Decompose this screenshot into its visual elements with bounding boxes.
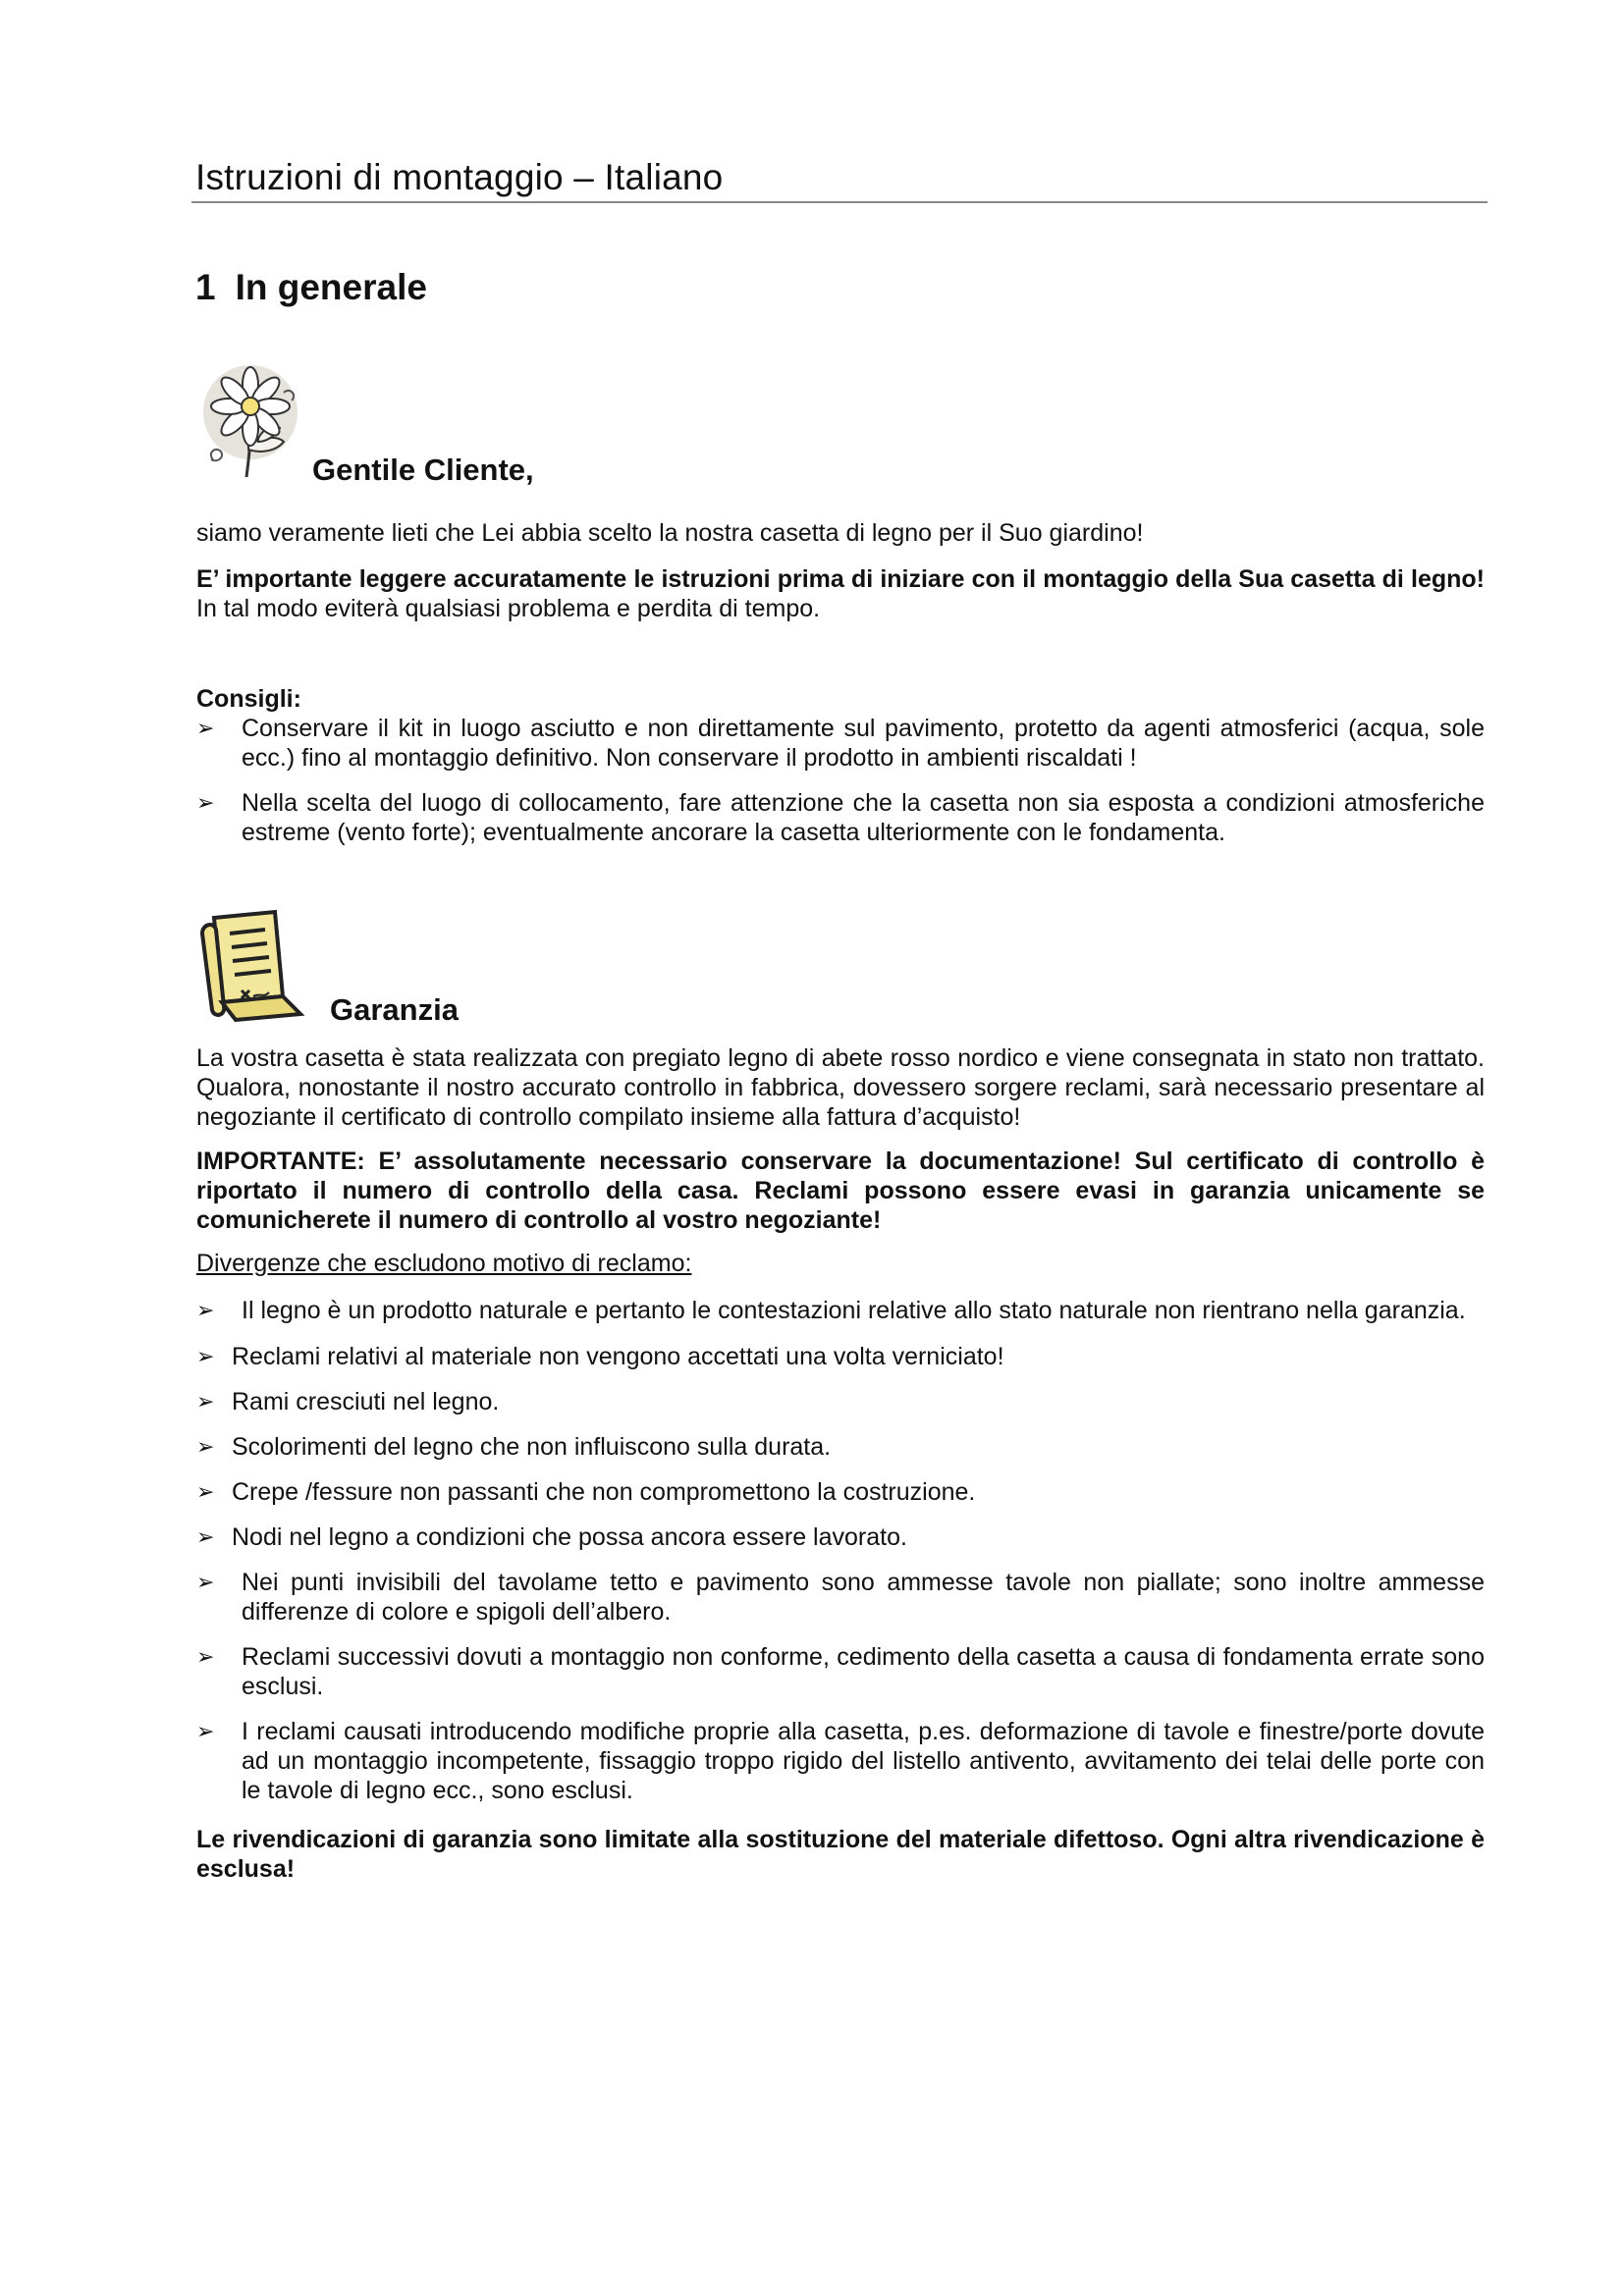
arrow-bullet-icon: ➢ — [196, 1389, 215, 1414]
list-item-text: Reclami relativi al materiale non vengono accettati una volta verniciato! — [232, 1343, 1004, 1370]
arrow-bullet-icon: ➢ — [196, 1344, 215, 1368]
document-icon — [192, 908, 310, 1024]
exclusions-heading — [196, 1249, 691, 1278]
warranty-important: IMPORTANTE: E’ assolutamente necessario conservare la documentazione! Sul certificato di controllo è riportato il numero di controllo della casa. Reclami possono essere evasi in garanzia unicamente se comunicherete il numero di controllo al vostro negoziante! — [196, 1148, 1485, 1234]
section-title: In generale — [235, 267, 427, 307]
greeting-heading: Gentile Cliente, — [312, 453, 534, 487]
section-heading — [195, 267, 427, 308]
list-item — [196, 1296, 1485, 1325]
important-notice-rest: In tal modo eviterà qualsiasi problema e perdita di tempo. — [196, 595, 821, 622]
list-item — [196, 1387, 1485, 1416]
exclusions-list — [196, 1296, 1485, 1805]
list-item-text: Rami cresciuti nel legno. — [232, 1388, 500, 1415]
arrow-bullet-icon: ➢ — [196, 790, 215, 815]
list-item — [196, 1522, 1485, 1552]
warranty-closing: Le rivendicazioni di garanzia sono limitate alla sostituzione del materiale difettoso. Ogni altra rivendicazione è esclusa! — [196, 1826, 1485, 1883]
list-item — [196, 1717, 1485, 1805]
arrow-bullet-icon: ➢ — [196, 716, 215, 740]
list-item-text: Reclami successivi dovuti a montaggio non conforme, cedimento della casetta a causa di fondamenta errate sono esclusi. — [242, 1643, 1485, 1700]
greeting-intro: siamo veramente lieti che Lei abbia scelto la nostra casetta di legno per il Suo giardino! — [196, 519, 1144, 547]
list-item — [196, 1432, 1485, 1462]
arrow-bullet-icon: ➢ — [196, 1644, 215, 1669]
important-notice-bold: E’ importante leggere accuratamente le istruzioni prima di iniziare con il montaggio della Sua casetta di legno! — [196, 565, 1485, 593]
list-item-text: Scolorimenti del legno che non influiscono sulla durata. — [232, 1433, 832, 1461]
list-item — [196, 1642, 1485, 1701]
exclusions-heading-text: Divergenze che escludono motivo di reclamo: — [196, 1250, 692, 1277]
list-item — [196, 714, 1485, 773]
list-item-text: Nodi nel legno a condizioni che possa ancora essere lavorato. — [232, 1523, 907, 1551]
list-item — [196, 1342, 1485, 1371]
section-number: 1 — [195, 267, 216, 307]
arrow-bullet-icon: ➢ — [196, 1434, 215, 1459]
list-item — [196, 788, 1485, 847]
important-notice — [196, 564, 1485, 623]
arrow-bullet-icon: ➢ — [196, 1719, 215, 1743]
arrow-bullet-icon: ➢ — [196, 1570, 215, 1594]
list-item-text: Conservare il kit in luogo asciutto e non direttamente sul pavimento, protetto da agenti atmosferici (acqua, sole ecc.) fino al montaggio definitivo. Non conservare il prodotto in ambienti riscaldati ! — [242, 715, 1485, 772]
tips-heading: Consigli: — [196, 685, 301, 713]
list-item — [196, 1477, 1485, 1507]
list-item-text: Crepe /fessure non passanti che non compromettono la costruzione. — [232, 1478, 976, 1506]
document-header-title: Istruzioni di montaggio – Italiano — [195, 157, 724, 197]
list-item-text: Nei punti invisibili del tavolame tetto e pavimento sono ammesse tavole non piallate; sono inoltre ammesse differenze di colore e spigoli dell’albero. — [242, 1569, 1485, 1626]
warranty-paragraph: La vostra casetta è stata realizzata con pregiato legno di abete rosso nordico e viene consegnata in stato non trattato. Qualora, nonostante il nostro accurato controllo in fabbrica, dovessero sorgere reclami, sarà necessario presentare al negoziante il certificato di controllo compilato insieme alla fattura d’acquisto! — [196, 1044, 1485, 1131]
tips-list — [196, 714, 1485, 847]
list-item-text: I reclami causati introducendo modifiche proprie alla casetta, p.es. deformazione di tavole e finestre/porte dovute ad un montaggio incompetente, fissaggio troppo rigido del listello antivento, avvitamento dei telai delle porte con le tavole di legno ecc., sono esclusi. — [242, 1718, 1485, 1804]
header-divider — [191, 201, 1488, 203]
list-item-text: Nella scelta del luogo di collocamento, fare attenzione che la casetta non sia esposta a condizioni atmosferiche estreme (vento forte); eventualmente ancorare la casetta ulteriormente con le fondamenta. — [242, 789, 1485, 846]
list-item — [196, 1568, 1485, 1627]
arrow-bullet-icon: ➢ — [196, 1479, 215, 1504]
list-item-text: Il legno è un prodotto naturale e pertanto le contestazioni relative allo stato naturale non rientrano nella garanzia. — [242, 1297, 1466, 1324]
flower-icon — [193, 363, 303, 479]
warranty-heading: Garanzia — [330, 992, 459, 1027]
arrow-bullet-icon: ➢ — [196, 1298, 215, 1322]
arrow-bullet-icon: ➢ — [196, 1524, 215, 1549]
